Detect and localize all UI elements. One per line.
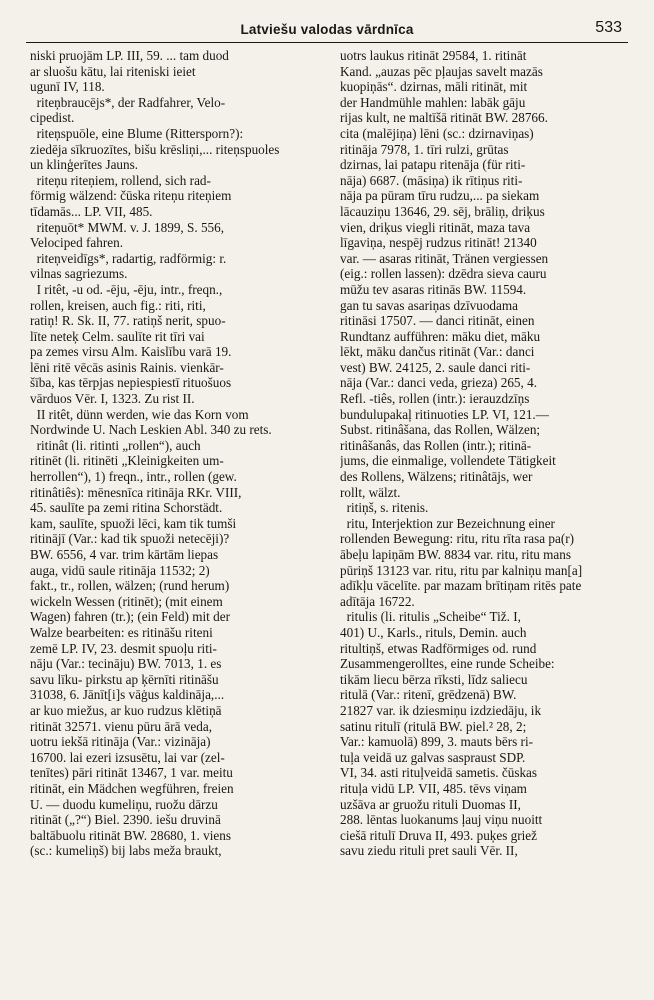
text-line: ar kuo miežus, ar kuo rudzus klētiņā [30,702,222,718]
text-line: mūžu tev asaras ritinās BW. 11594. [340,281,527,297]
text-line: gan tu savas asariņas dzīvuodama [340,297,518,313]
text-line: pūriņš 13123 var. ritu, ritu par kalniņu man[a] [340,562,583,578]
text-line: I ritêt, -u od. -ēju, -ēju, intr., freqn., [30,281,223,297]
text-line: herrollen“), 1) freqn., intr., rollen (gew. [30,469,237,485]
text-line: ratiņ! R. Sk. II, 77. ratiņš nerit, spuo- [30,313,226,329]
text-line: riteņspuōle, eine Blume (Rittersporn?): [30,125,244,141]
text-line: ritulā (Var.: ritenī, grēdzenā) BW. [340,687,517,703]
text-line: Rundtanz aufführen: māku diet, māku [340,328,541,344]
text-line: ritināja 7978, 1. tīri rulzi, grūtas [340,141,509,157]
text-line: Walze bearbeiten: es ritināšu riteni [30,624,213,640]
text-line: rollen, kreisen, auch fig.: riti, riti, [30,297,206,313]
text-line: nāja) 6687. (māsiņa) ik rītiņus riti- [340,172,523,188]
text-line: ritināt, ein Mädchen wegführen, freien [30,780,234,796]
text-line: auga, vidū saule ritināja 11532; 2) [30,562,210,578]
text-line: Var.: kamuolā) 899, 3. mauts bērs ri- [340,734,534,750]
text-line: BW. 6556, 4 var. trim kārtām liepas [30,547,219,562]
text-line: līte neteķ Celm. saulīte rit tīri vai [30,328,205,344]
text-line: nāja pa pūram tīru rudzu,... pa siekam [340,188,540,204]
text-line: uotrs laukus ritināt 29584, 1. ritināt [340,48,527,63]
text-line: ciešā ritulī Druva II, 493. puķes griež [340,827,538,843]
text-line: 45. saulīte pa zemi ritina Schorstädt. [30,500,223,516]
text-line: VI, 34. asti rituļveidā sametis. čūskas [340,765,538,781]
text-line: ritināt („?“) Biel. 2390. iešu druvinā [30,812,221,828]
text-line: tuļa veidā uz galvas saspraust SDP. [340,749,526,765]
text-line: savu ziedu rituli pret sauli Vēr. II, [340,843,518,859]
left-column [30,48,324,859]
text-line: uzšāva ar gruožu rituli Duomas II, [340,796,521,812]
text-line: ritināt 32571. vienu pūru ārā veda, [30,718,213,734]
text-line: ritiņš, s. ritenis. [340,500,429,516]
text-line: rituļa vidū LP. VII, 485. tēvs viņam [340,780,527,796]
text-line: Refl. -tiês, rollen (intr.): ierauzdzīņs [340,391,530,407]
text-line: lēni ritē vēcās asinis Rainis. vienkār- [30,359,224,375]
text-line: kam, saulīte, spuoži lēci, kam tik tumši [30,515,237,531]
text-line: Nordwinde U. Nach Leskien Abl. 340 zu rets. [30,422,272,438]
text-line: ziedēja sīkruozītes, bišu krēsliņi,... riteņspuoles [30,141,280,157]
text-line: ritultiņš, etwas Radförmiges od. rund [340,640,537,656]
text-line: uotru iekšā ritināja (Var.: vizināja) [30,734,211,750]
text-line: wickeln Wessen (ritinēt); (mit einem [30,593,223,609]
page-number: 533 [595,19,622,36]
text-line: ugunī IV, 118. [30,79,105,95]
text-line: (eig.: rollen lassen): dzēdra sieva cauru [340,266,547,282]
text-line: Velociped fahren. [30,235,124,251]
text-line: cipedist. [30,110,75,126]
text-line: 401) U., Karls., rituls, Demin. auch [340,624,527,640]
text-line: ritinājī (Var.: kad tik spuoži netecēji)? [30,531,230,547]
text-line: der Handmühle mahlen: labāk gāju [340,94,526,110]
text-line: ritu, Interjektion zur Bezeichnung einer [340,515,555,531]
text-line: des Rollens, Wälzens; ritinâtājs, wer [340,469,533,485]
text-line: adītāja 16722. [340,593,415,609]
text-line: šība, kas tērpjas nepiespiestī rituošuos [30,375,232,391]
text-line: riteņu riteņiem, rollend, sich rad- [30,172,211,188]
text-line: vien, driķus viegli ritināt, maza tava [340,219,531,235]
text-line: II ritêt, dünn werden, wie das Korn vom [30,406,249,422]
text-line: 16700. lai ezeri izsusētu, lai var (zel- [30,749,225,765]
text-line: ritinât (li. ritinti „rollen“), auch [30,437,201,453]
running-header-title: Latviešu valodas vārdnīca [240,22,414,37]
text-line: 21827 var. ik dziesmiņu izdziedāju, ik [340,702,542,718]
text-line: 31038, 6. Jānīt[i]s vāġus kaldināja,... [30,687,225,703]
text-line: rollt, wälzt. [340,484,401,500]
text-line: tenītes) pāri ritināt 13467, 1 var. meitu [30,765,233,781]
text-line: līgaviņa, nespēj rudzus ritināt! 21340 [340,235,537,251]
text-line: (sc.: kumeliņš) bij labs meža braukt, [30,843,222,859]
text-line: tikām liecu bērza rīksti, līdz saliecu [340,671,528,687]
text-line: dzirnas, lai patapu ritenāja (für riti- [340,157,526,173]
text-line: ritināsi 17507. — danci ritināt, einen [340,313,535,329]
text-line: Zusammengerolltes, eine runde Scheibe: [340,656,555,672]
text-line: vilnas sagriezums. [30,266,128,282]
text-line: riteņveidīgs*, radartig, radförmig: r. [30,250,227,266]
text-line: var. — asaras ritināt, Tränen vergiessen [340,250,549,266]
text-line: Kand. „auzas pēc pļaujas savelt mazās [340,63,543,79]
text-line: ābeļu lapiņām BW. 8834 var. ritu, ritu mans [340,547,571,562]
text-line: pa zemes virsu Alm. Kaislību varā 19. [30,344,232,360]
text-line: ritinâšanâs, das Rollen (intr.); ritinā- [340,437,532,453]
text-line: adīkļu vācelīte. par mazam brītiņam ritēs pate [340,578,582,594]
text-line: vest) BW. 24125, 2. saule danci riti- [340,359,531,375]
text-line: riteņuōt* MWM. v. J. 1899, S. 556, [30,219,225,235]
text-line: fakt., tr., rollen, wälzen; (rund herum) [30,578,230,594]
text-line: ritulis (li. ritulis „Scheibe“ Tiž. I, [340,609,521,625]
text-line: niski pruojām LP. III, 59. ... tam duod [30,48,229,63]
text-line: rollenden Bewegung: ritu, ritu rīta rasa pa(r) [340,531,574,547]
text-line: nāja (Var.: danci veda, grieza) 265, 4. [340,375,537,391]
text-line: nāju (Var.: tecināju) BW. 7013, 1. es [30,656,222,672]
text-line: tīdamās... LP. VII, 485. [30,203,153,219]
text-line: U. — duodu kumeliņu, ruožu dārzu [30,796,218,812]
text-line: baltābuolu ritināt BW. 28680, 1. viens [30,827,231,843]
text-line: satinu ritulī (ritulā BW. piel.² 28, 2; [340,718,527,734]
text-line: savu līku- pirkstu ap ķērnīti ritināšu [30,671,219,687]
text-line: ritinēt (li. ritinēti „Kleinigkeiten um- [30,453,224,469]
text-line: förmig wälzend: čūska riteņu riteņiem [30,188,232,204]
text-line: vārduos Vēr. I, 1323. Zu rist II. [30,391,195,407]
text-line: lācauziņu 13646, 29. sēj, brāliņ, driķus [340,203,545,219]
text-line: kuopiņās“. dzirnas, māli ritināt, mit [340,79,528,95]
text-line: Subst. ritinâšana, das Rollen, Wälzen; [340,422,541,438]
right-column [340,48,634,859]
text-line: ritinâtiês): mēnesnīca ritināja RKr. VIII, [30,484,242,500]
text-line: rijas kult, ne maltīšā ritināt BW. 28766. [340,110,548,126]
text-line: riteņbraucējs*, der Radfahrer, Velo- [30,94,226,110]
text-line: ar sluošu kātu, lai riteniski ieiet [30,63,196,79]
text-line: zemē LP. IV, 23. desmit spuoļu riti- [30,640,217,656]
text-line: jums, die einmalige, vollendete Tätigkeit [340,453,556,469]
text-line: cita (malējiņa) lēni (sc.: dzirnaviņas) [340,125,534,141]
text-line: 288. lēntas luokanums ļauj viņu nuoitt [340,812,543,828]
header-rule [26,42,628,43]
text-line: bundulupakaļ ritinuoties LP. VI, 121.— [340,406,549,422]
text-line: un klinģerītes Jauns. [30,157,139,173]
text-line: lēkt, māku dančus ritināt (Var.: danci [340,344,535,360]
text-line: Wagen) fahren (tr.); (ein Feld) mit der [30,609,230,625]
